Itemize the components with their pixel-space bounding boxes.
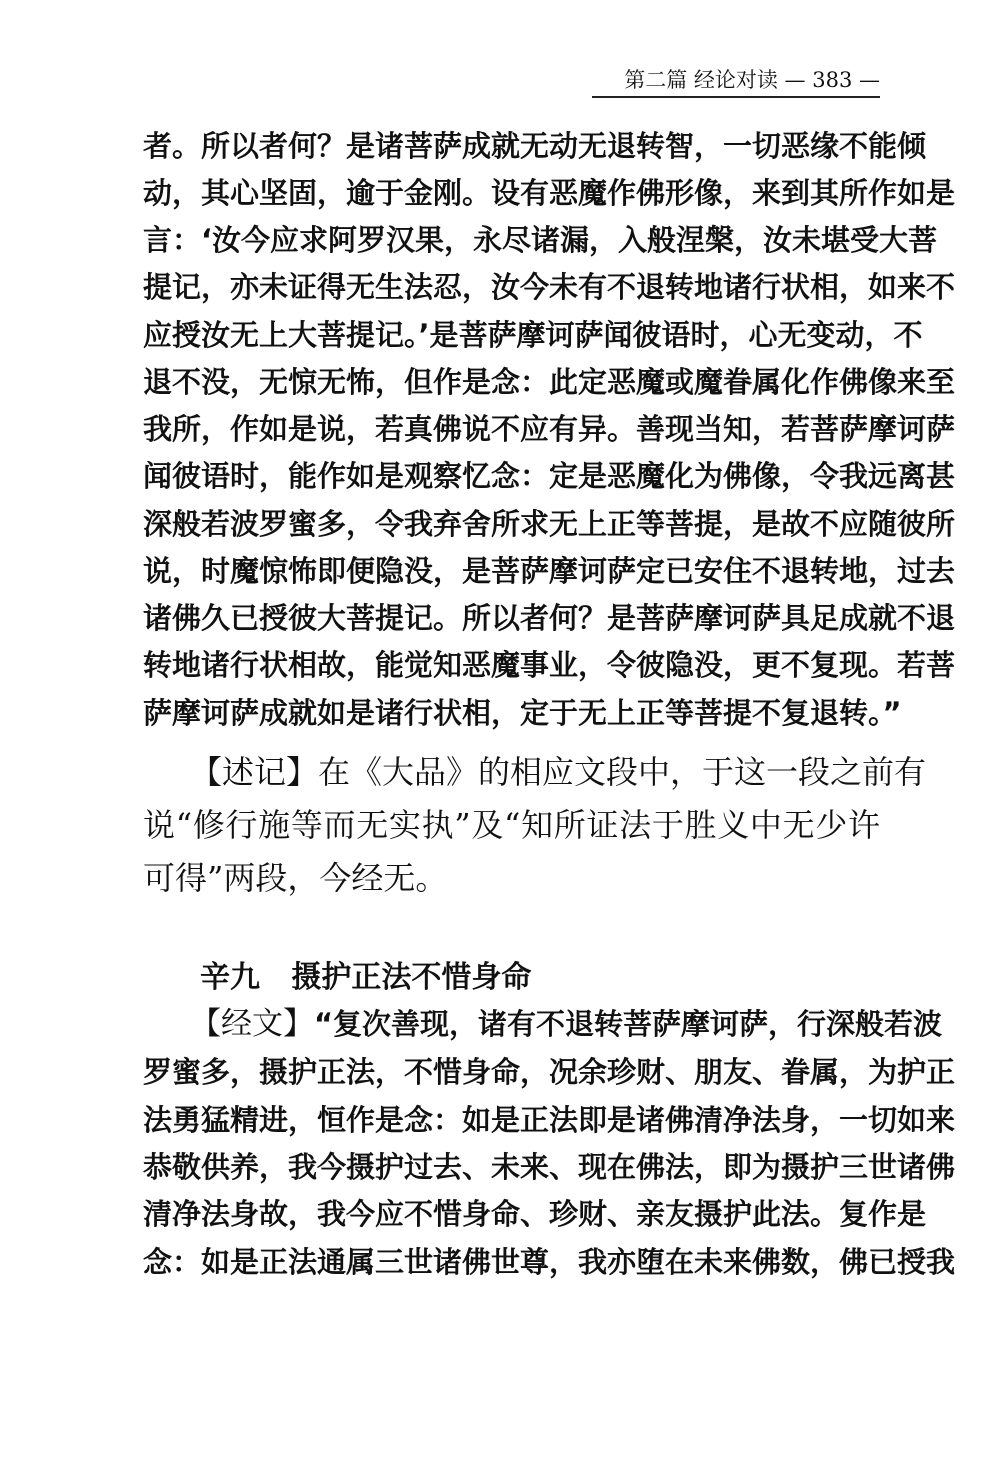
text-line: 念：如是正法通属三世诸佛世尊，我亦堕在未来佛数，佛已授我 <box>143 1245 956 1279</box>
text-line: 诸佛久已授彼大菩提记。所以者何？是菩萨摩诃萨具足成就不退 <box>143 601 956 635</box>
text-line: 罗蜜多，摄护正法，不惜身命，况余珍财、朋友、眷属，为护正 <box>143 1055 956 1089</box>
text-line: 闻彼语时，能作如是观察忆念：定是恶魔化为佛像，令我远离甚 <box>143 459 956 493</box>
text-line: 应授汝无上大菩提记。’是菩萨摩诃萨闻彼语时，心无变动，不 <box>143 318 923 352</box>
running-header: 第二篇 经论对读 — 383 — <box>624 68 880 92</box>
commentary-line: 可得”两段，今经无。 <box>143 859 448 897</box>
text-line: 动，其心坚固，逾于金刚。设有恶魔作佛形像，来到其所作如是 <box>143 176 956 210</box>
header-rule <box>592 96 880 98</box>
text-line: 言：‘汝今应求阿罗汉果，永尽诸漏，入般涅槃，汝未堪受大菩 <box>143 223 938 257</box>
text-line: 转地诸行状相故，能觉知恶魔事业，令彼隐没，更不复现。若菩 <box>143 648 956 682</box>
text-line: 法勇猛精进，恒作是念：如是正法即是诸佛清净法身，一切如来 <box>143 1103 956 1137</box>
commentary-line: 【述记】在《大品》的相应文段中，于这一段之前有 <box>190 753 927 791</box>
text-line: 清净法身故，我今应不惜身命、珍财、亲友摄护此法。复作是 <box>143 1197 927 1231</box>
text-line-body: “复次善现，诸有不退转菩萨摩诃萨，行深般若波 <box>314 1007 943 1041</box>
text-line: 说，时魔惊怖即便隐没，是菩萨摩诃萨定已安住不退转地，过去 <box>143 554 956 588</box>
text-line: 退不没，无惊无怖，但作是念：此定恶魔或魔眷属化作佛像来至 <box>143 365 956 399</box>
section-title: 摄护正法不惜身命 <box>291 960 532 995</box>
commentary-line: 说“修行施等而无实执”及“知所证法于胜义中无少许 <box>143 806 880 844</box>
text-line <box>190 1006 943 1042</box>
section-heading <box>200 952 531 996</box>
text-line: 提记，亦未证得无生法忍，汝今未有不退转地诸行状相，如来不 <box>143 270 956 304</box>
section-number: 辛九 <box>200 960 260 995</box>
text-line: 我所，作如是说，若真佛说不应有异。善现当知，若菩萨摩诃萨 <box>143 412 956 446</box>
text-line: 者。所以者何？是诸菩萨成就无动无退转智，一切恶缘不能倾 <box>143 129 927 163</box>
text-line: 恭敬供养，我今摄护过去、未来、现在佛法，即为摄护三世诸佛 <box>143 1150 956 1184</box>
text-line: 萨摩诃萨成就如是诸行状相，定于无上正等菩提不复退转。” <box>143 696 902 730</box>
text-line: 深般若波罗蜜多，令我弃舍所求无上正等菩提，是故不应随彼所 <box>143 507 956 541</box>
sutra-label: 【经文】 <box>190 1006 314 1042</box>
